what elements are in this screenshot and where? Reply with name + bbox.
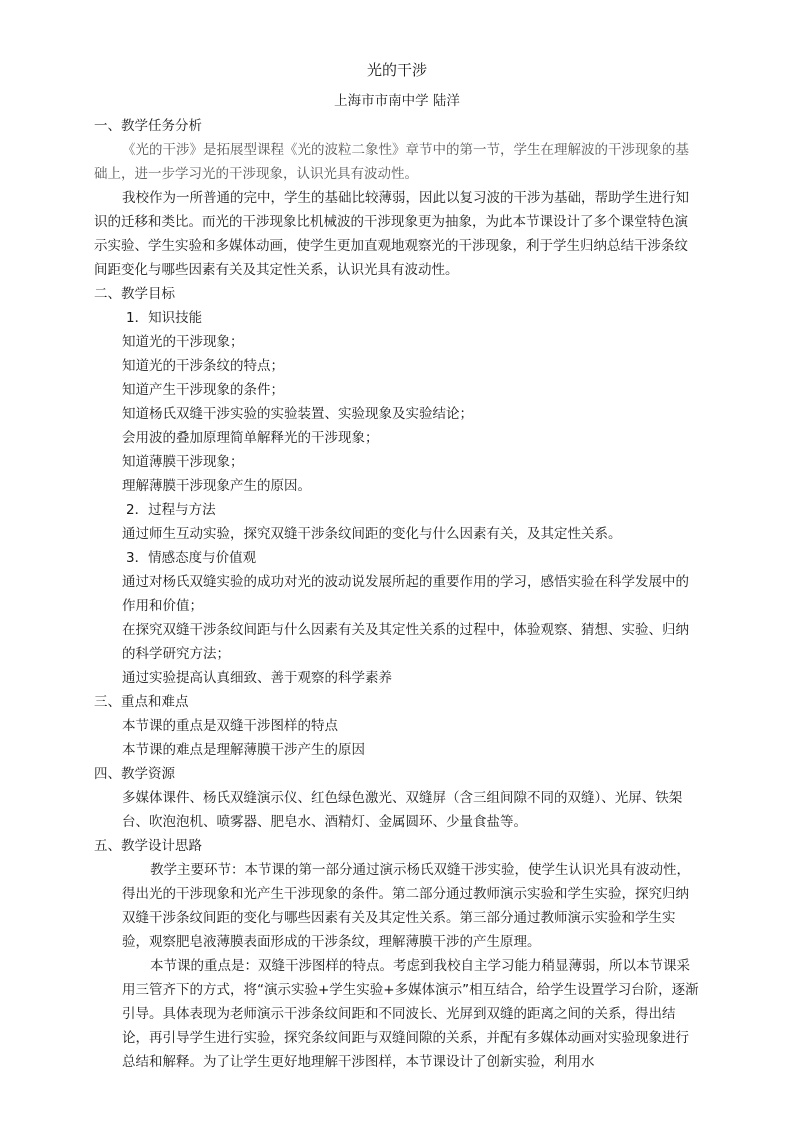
list-item: 理解薄膜干涉现象产生的原因。 — [122, 478, 311, 494]
paragraph: 通过实验提高认真细致、善于观察的科学素养 — [122, 670, 392, 686]
paragraph: 多媒体课件、杨氏双缝演示仪、红色绿色激光、双缝屏（含三组间隙不同的双缝）、光屏、铁架台、吹泡泡机、喷雾器、肥皂水、酒精灯、金属圆环、少量食盐等。 — [122, 790, 683, 830]
list-item: 知道产生干涉现象的条件； — [122, 382, 284, 398]
document-title: 光的干涉 — [366, 61, 427, 79]
list-item: 知道光的干涉现象； — [122, 334, 244, 350]
section-heading-resources: 四、教学资源 — [94, 766, 175, 782]
subheading-attitude: 3．情感态度与价值观 — [126, 550, 257, 566]
list-item: 知道光的干涉条纹的特点； — [122, 358, 284, 374]
list-item: 会用波的叠加原理简单解释光的干涉现象； — [122, 430, 379, 446]
key-point-line: 本节课的重点是双缝干涉图样的特点 — [122, 718, 338, 734]
paragraph: 本节课的重点是：双缝干涉图样的特点。考虑到我校自主学习能力稍显薄弱，所以本节课采用三管齐下的方式，将“演示实验+学生实验+多媒体演示”相互结合，给学生设置学习台阶，逐渐引导。具体表现为老师演示干涉条纹间距和不同波长、光屏到双缝的距离之间的关系，得出结论，再引导学生进行实验，探究条纹间距与双缝间隙的关系，并配有多媒体动画对实验现象进行总结和解释。为了让学生更好地理解干涉图样，本节课设计了创新实验，利用水 — [122, 958, 699, 1070]
list-item: 知道杨氏双缝干涉实验的实验装置、实验现象及实验结论； — [122, 406, 473, 422]
section-heading-design: 五、教学设计思路 — [94, 838, 202, 854]
paragraph: 我校作为一所普通的完中，学生的基础比较薄弱，因此以复习波的干涉为基础，帮助学生进行知识的迁移和类比。而光的干涉现象比机械波的干涉现象更为抽象，为此本节课设计了多个课堂特色演示实验、学生实验和多媒体动画，使学生更加直观地观察光的干涉现象，利于学生归纳总结干涉条纹间距变化与哪些因素有关及其定性关系，认识光具有波动性。 — [94, 190, 689, 278]
paragraph: 《光的干涉》是拓展型课程《光的波粒二象性》章节中的第一节，学生在理解波的干涉现象的基础上，进一步学习光的干涉现象，认识光具有波动性。 — [94, 142, 689, 182]
subheading-knowledge: 1．知识技能 — [126, 310, 203, 326]
section-heading-task-analysis: 一、教学任务分析 — [94, 118, 202, 134]
difficulty-line: 本节课的难点是理解薄膜干涉产生的原因 — [122, 742, 365, 758]
section-heading-objectives: 二、教学目标 — [94, 286, 175, 302]
section-heading-key-points: 三、重点和难点 — [94, 694, 189, 710]
paragraph: 在探究双缝干涉条纹间距与什么因素有关及其定性关系的过程中，体验观察、猜想、实验、归纳的科学研究方法； — [122, 622, 689, 662]
list-item: 知道薄膜干涉现象； — [122, 454, 244, 470]
document-body — [94, 114, 700, 1074]
document-author: 上海市市南中学 陆洋 — [334, 93, 460, 109]
paragraph: 通过对杨氏双缝实验的成功对光的波动说发展所起的重要作用的学习，感悟实验在科学发展中的作用和价值； — [122, 574, 689, 614]
subheading-process: 2．过程与方法 — [126, 502, 216, 518]
paragraph: 教学主要环节：本节课的第一部分通过演示杨氏双缝干涉实验，使学生认识光具有波动性，得出光的干涉现象和光产生干涉现象的条件。第二部分通过教师演示实验和学生实验，探究归纳双缝干涉条纹间距的变化与哪些因素有关及其定性关系。第三部分通过教师演示实验和学生实验，观察肥皂液薄膜表面形成的干涉条纹，理解薄膜干涉的产生原理。 — [122, 862, 690, 950]
paragraph: 通过师生互动实验，探究双缝干涉条纹间距的变化与什么因素有关，及其定性关系。 — [122, 526, 622, 542]
